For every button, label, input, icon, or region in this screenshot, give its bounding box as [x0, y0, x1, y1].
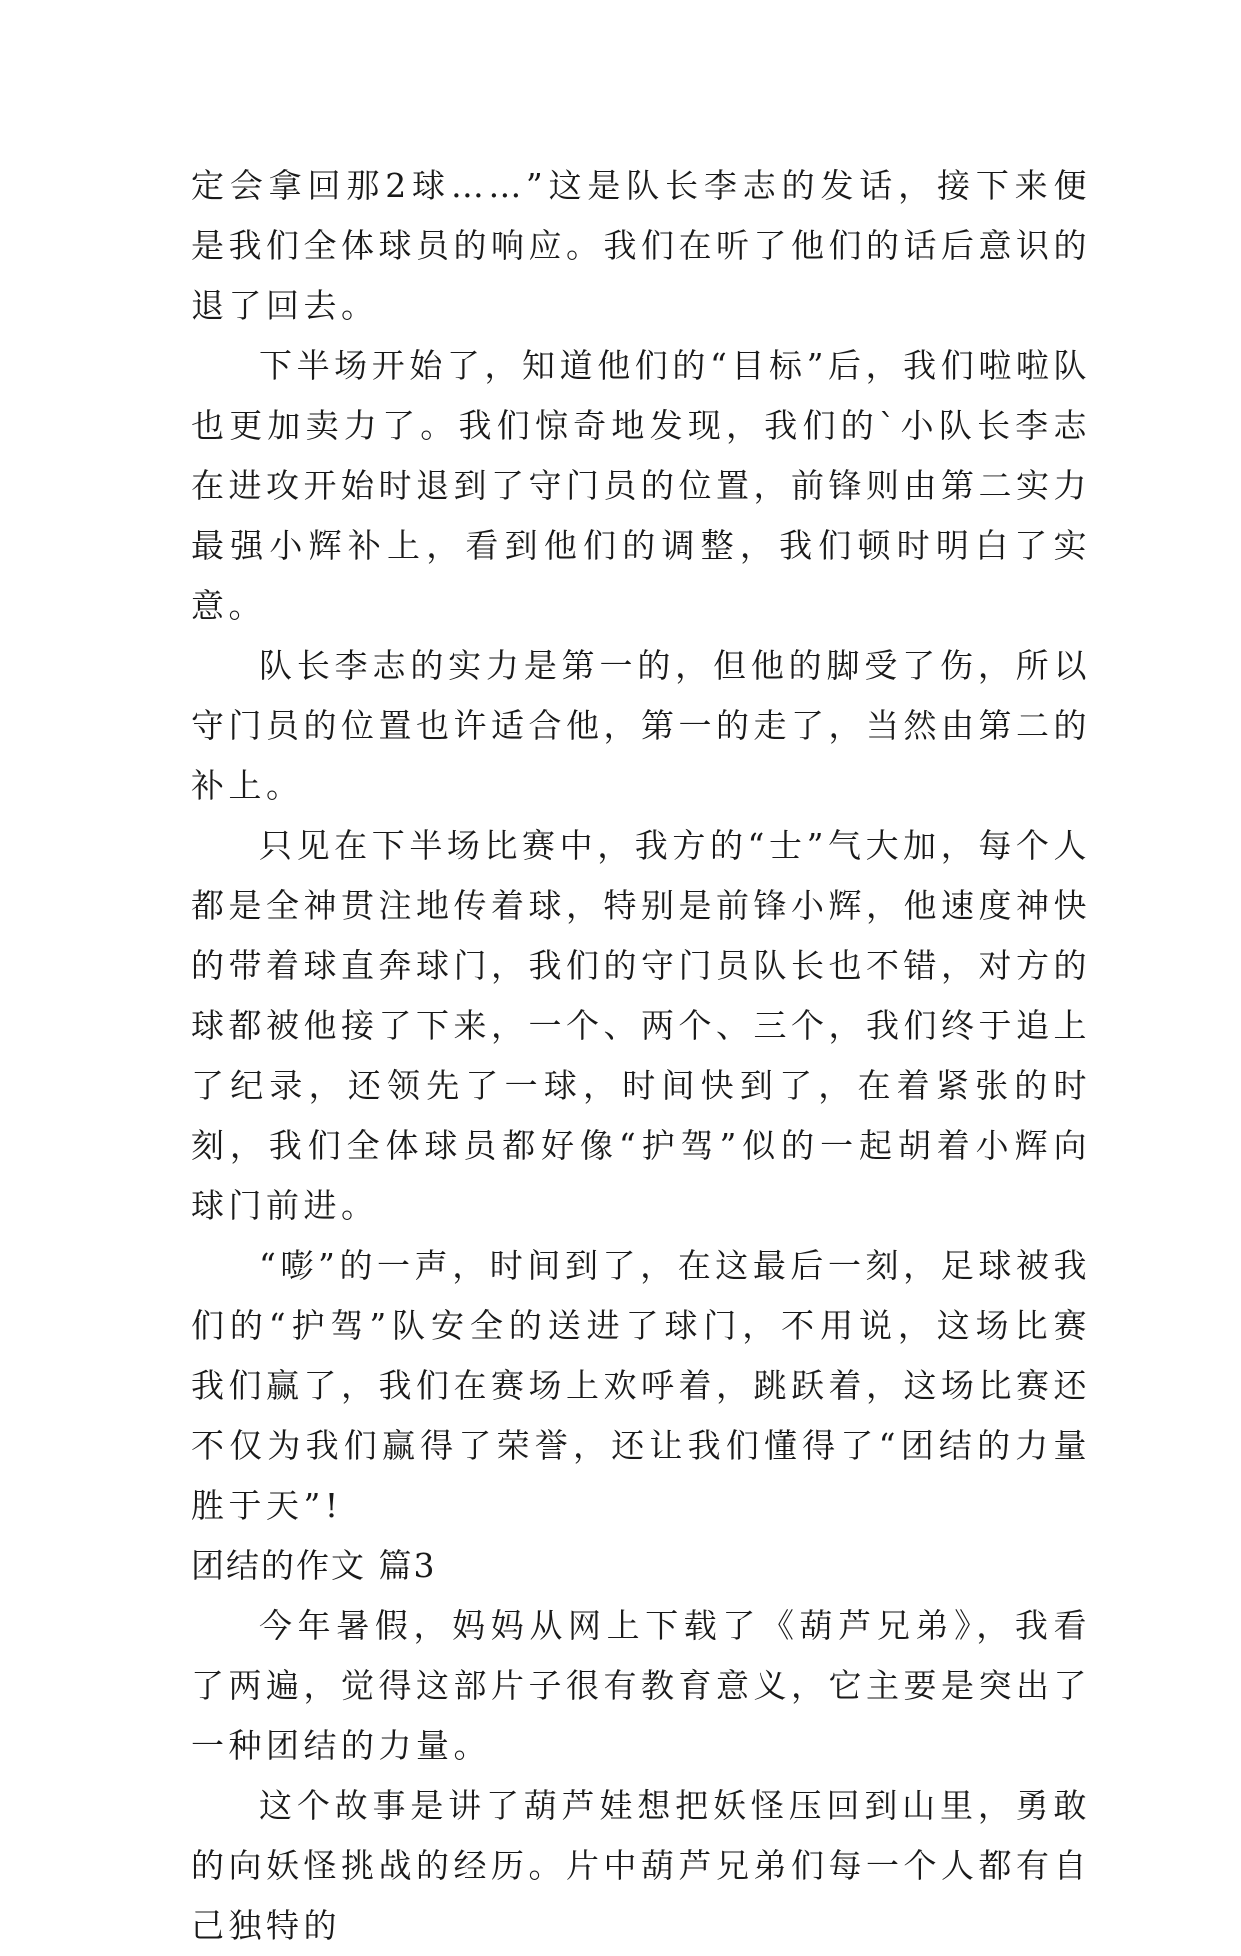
paragraph-4: 只见在下半场比赛中，我方的“士”气大加，每个人都是全神贯注地传着球，特别是前锋小辉，他速度神快的带着球直奔球门，我们的守门员队长也不错，对方的球都被他接了下来，一个、两个、三个，我们终于追上了纪录，还领先了一球，时间快到了，在着紧张的时刻，我们全体球员都好像“护驾”似的一起胡着小辉向球门前进。: [191, 826, 1091, 1225]
document-body: [191, 156, 1091, 1956]
paragraph-1: 定会拿回那2球……”这是队长李志的发话，接下来便是我们全体球员的响应。我们在听了他们的话后意识的退了回去。: [191, 166, 1091, 325]
paragraph-2: 下半场开始了，知道他们的“目标”后，我们啦啦队也更加卖力了。我们惊奇地发现，我们的`小队长李志在进攻开始时退到了守门员的位置，前锋则由第二实力最强小辉补上，看到他们的调整，我们顿时明白了实意。: [191, 346, 1091, 625]
paragraph-5: “嘭”的一声，时间到了，在这最后一刻，足球被我们的“护驾”队安全的送进了球门，不用说，这场比赛我们赢了，我们在赛场上欢呼着，跳跃着，这场比赛还不仅为我们赢得了荣誉，还让我们懂得了“团结的力量胜于天”!: [191, 1246, 1091, 1525]
paragraph-3: 队长李志的实力是第一的，但他的脚受了伤，所以守门员的位置也许适合他，第一的走了，当然由第二的补上。: [191, 646, 1091, 805]
paragraph-6: 今年暑假，妈妈从网上下载了《葫芦兄弟》，我看了两遍，觉得这部片子很有教育意义，它主要是突出了一种团结的力量。: [191, 1606, 1091, 1765]
section-heading: 团结的作文 篇3: [191, 1546, 437, 1585]
paragraph-7: 这个故事是讲了葫芦娃想把妖怪压回到山里，勇敢的向妖怪挑战的经历。片中葫芦兄弟们每一个人都有自己独特的: [191, 1786, 1091, 1945]
